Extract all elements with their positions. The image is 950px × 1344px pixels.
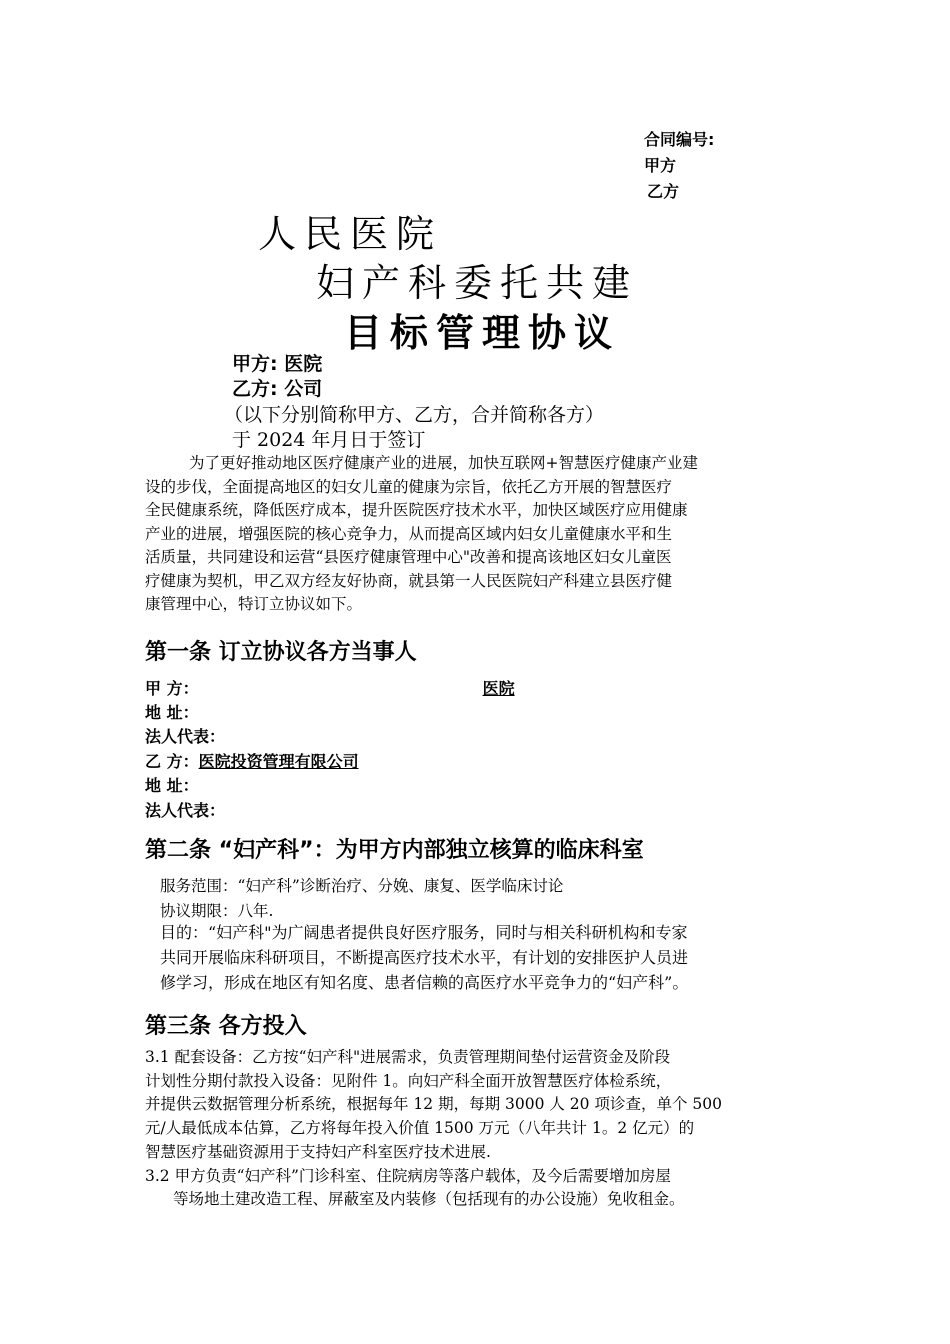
intro-line: 产业的进展，增强医院的核心竞争力，从而提高区域内妇女儿童健康水平和生 (145, 524, 673, 543)
article-2-heading: 第二条 “妇产科”：为甲方内部独立核算的临床科室 (145, 838, 644, 863)
intro-line: 疗健康为契机，甲乙双方经友好协商，就县第一人民医院妇产科建立县医疗健 (145, 571, 673, 590)
purpose-line: 修学习，形成在地区有知名度、患者信赖的高医疗水平竞争力的“妇产科”。 (160, 973, 689, 992)
intro-line: 活质量，共同建设和运营“县医疗健康管理中心"改善和提高该地区妇女儿童医 (145, 548, 672, 566)
signing-date: 于 2024 年月日于签订 (232, 429, 426, 451)
intro-line: 为了更好推动地区医疗健康产业的进展，加快互联网+智慧医疗健康产业建 (189, 454, 698, 472)
purpose-paragraph (160, 920, 808, 995)
article-3-body (145, 1046, 807, 1212)
title-line-2: 妇产科委托共建 (316, 261, 639, 305)
article-1-heading: 第一条 订立协议各方当事人 (145, 640, 417, 665)
party-a-label: 甲 方： (145, 679, 199, 698)
party-a-value: 医院 (482, 679, 515, 698)
party-b-address: 地 址： (145, 776, 199, 795)
party-a-field (145, 676, 515, 699)
party-b-value: 医院投资管理有限公司 (198, 752, 359, 771)
article-3-line: 并提供云数据管理分析系统，根据每年 12 期，每期 3000 人 20 项诊查，单个 500 (145, 1095, 722, 1114)
intro-line: 全民健康系统，降低医疗成本，提升医院医疗技术水平，加快区域医疗应用健康 (145, 501, 688, 519)
party-b-representative: 法人代表： (145, 801, 226, 820)
article-3-line: 智慧医疗基础资源用于支持妇产科室医疗技术进展. (145, 1142, 491, 1161)
party-b-line: 乙方: 公司 (232, 378, 323, 400)
article-3-line: 计划性分期付款投入设备：见附件 1。向妇产科全面开放智慧医疗体检系统， (145, 1071, 672, 1090)
party-b-label: 乙 方： (145, 752, 199, 771)
abbreviation-note: （以下分别简称甲方、乙方，合并简称各方） (224, 404, 605, 426)
party-b-field (145, 749, 359, 772)
title-line-1: 人民医院 (258, 212, 443, 256)
agreement-term: 协议期限：八年. (160, 902, 274, 920)
purpose-line: 共同开展临床科研项目，不断提高医疗技术水平，有计划的安排医护人员进 (160, 948, 689, 967)
intro-line: 康管理中心，特订立协议如下。 (145, 595, 363, 613)
party-a-representative: 法人代表： (145, 727, 226, 746)
intro-line: 设的步伐，全面提高地区的妇女儿童的健康为宗旨，依托乙方开展的智慧医疗 (145, 477, 673, 496)
party-a-line: 甲方: 医院 (232, 353, 323, 375)
intro-paragraph (145, 452, 807, 617)
header-party-a: 甲方 (644, 156, 677, 175)
article-3-line: 3.1 配套设备：乙方按“妇产科"进展需求，负责管理期间垫付运营资金及阶段 (145, 1048, 671, 1066)
party-a-address: 地 址： (145, 703, 199, 722)
header-party-b: 乙方 (647, 182, 680, 201)
article-3-line: 元/人最低成本估算，乙方将每年投入价值 1500 万元（八年共计 1。2 亿元）的 (145, 1119, 695, 1138)
article-3-line: 3.2 甲方负责“妇产科”门诊科室、住院病房等落户载体，及今后需要增加房屋 (145, 1166, 671, 1185)
title-line-3: 目标管理协议 (344, 311, 621, 355)
purpose-line: 目的：“妇产科"为广阔患者提供良好医疗服务，同时与相关科研机构和专家 (160, 923, 688, 942)
article-3-heading: 第三条 各方投入 (145, 1014, 307, 1039)
service-scope: 服务范围：“妇产科”诊断治疗、分娩、康复、医学临床讨论 (160, 877, 564, 895)
article-3-line: 等场地土建改造工程、屏蔽室及内装修（包括现有的办公设施）免收租金。 (173, 1190, 685, 1209)
contract-number-label: 合同编号: (644, 130, 715, 149)
